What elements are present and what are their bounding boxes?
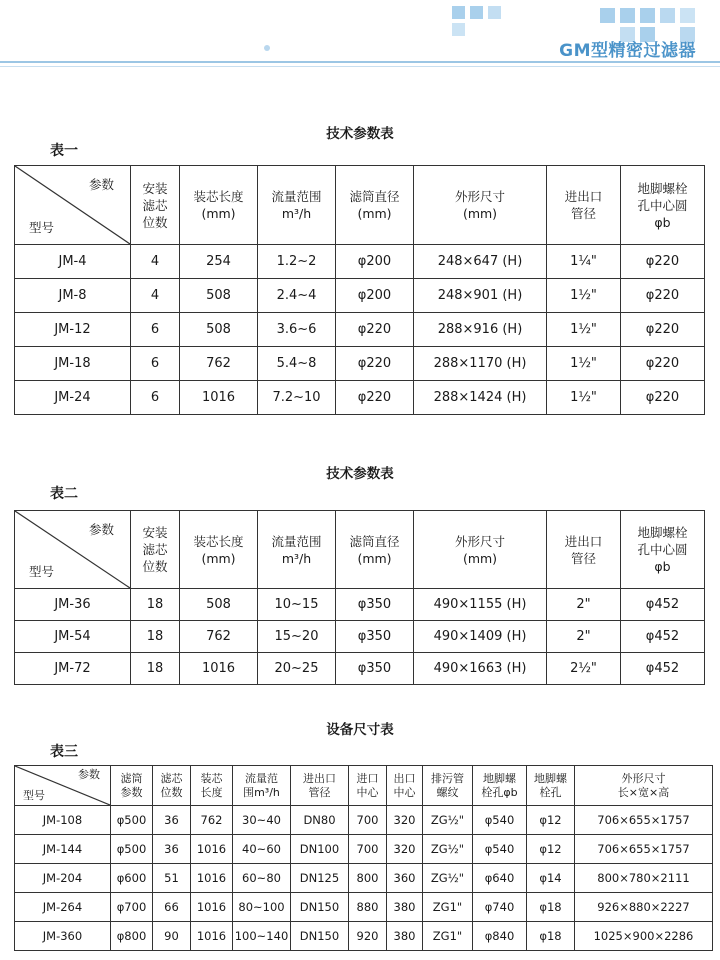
model-cell: JM-144 <box>15 835 111 864</box>
table3-col-header: 滤筒 参数 <box>111 766 153 806</box>
table2-col-header: 地脚螺栓 孔中心圆 φb <box>621 511 705 589</box>
table1-title: 技术参数表 <box>326 126 394 142</box>
table-cell: DN150 <box>291 893 349 922</box>
table-cell: φ220 <box>621 245 705 279</box>
model-cell: JM-264 <box>15 893 111 922</box>
table-cell: 320 <box>387 835 423 864</box>
table-cell: 51 <box>153 864 191 893</box>
model-cell: JM-108 <box>15 806 111 835</box>
table-cell: 36 <box>153 835 191 864</box>
table2 <box>14 510 705 685</box>
table-row <box>15 864 713 893</box>
table-cell: 15~20 <box>258 621 336 653</box>
table-cell: φ452 <box>621 653 705 685</box>
table2-col-header: 安装 滤芯 位数 <box>131 511 180 589</box>
table3-diag-top: 参数 <box>78 768 100 781</box>
table-cell: 800×780×2111 <box>575 864 713 893</box>
table2-col-header: 流量范围 m³/h <box>258 511 336 589</box>
table-cell: 360 <box>387 864 423 893</box>
table-cell: 4 <box>131 245 180 279</box>
table-cell: φ540 <box>473 806 527 835</box>
table-cell: 320 <box>387 806 423 835</box>
table-cell: 1.2~2 <box>258 245 336 279</box>
model-cell: JM-204 <box>15 864 111 893</box>
model-cell: JM-360 <box>15 922 111 951</box>
table-cell: DN125 <box>291 864 349 893</box>
table-cell: 926×880×2227 <box>575 893 713 922</box>
table-row <box>15 922 713 951</box>
table3-col-header: 进出口 管径 <box>291 766 349 806</box>
table-cell: DN100 <box>291 835 349 864</box>
table1-diagonal-header <box>15 166 131 245</box>
table-cell: 18 <box>131 589 180 621</box>
table2-col-header: 滤筒直径 (mm) <box>336 511 414 589</box>
table-cell: 4 <box>131 279 180 313</box>
table-cell: φ14 <box>527 864 575 893</box>
table-cell: 920 <box>349 922 387 951</box>
table-cell: 3.6~6 <box>258 313 336 347</box>
table-row <box>15 313 705 347</box>
table-cell: φ220 <box>621 313 705 347</box>
table-cell: 762 <box>191 806 233 835</box>
table-cell: φ840 <box>473 922 527 951</box>
table-cell: 2.4~4 <box>258 279 336 313</box>
table-cell: 288×1170 (H) <box>414 347 547 381</box>
table1-col-header: 安装 滤芯 位数 <box>131 166 180 245</box>
table1-diag-top: 参数 <box>88 177 114 192</box>
table-cell: 40~60 <box>233 835 291 864</box>
table-cell: 288×1424 (H) <box>414 381 547 415</box>
table-cell: 1016 <box>191 922 233 951</box>
table-cell: 5.4~8 <box>258 347 336 381</box>
table-cell: 248×901 (H) <box>414 279 547 313</box>
table-cell: φ350 <box>336 589 414 621</box>
model-cell: JM-12 <box>15 313 131 347</box>
table-cell: 20~25 <box>258 653 336 685</box>
table-cell: ZG½" <box>423 806 473 835</box>
table-cell: 18 <box>131 653 180 685</box>
table1 <box>14 165 705 415</box>
table-cell: 490×1409 (H) <box>414 621 547 653</box>
table-row <box>15 589 705 621</box>
table1-col-header: 外形尺寸 (mm) <box>414 166 547 245</box>
table-cell: 706×655×1757 <box>575 806 713 835</box>
table-row <box>15 806 713 835</box>
table-cell: 508 <box>180 313 258 347</box>
table-cell: φ220 <box>621 381 705 415</box>
table-cell: φ500 <box>111 835 153 864</box>
model-cell: JM-4 <box>15 245 131 279</box>
table-cell: φ452 <box>621 589 705 621</box>
table-row <box>15 835 713 864</box>
table-cell: 1016 <box>191 835 233 864</box>
table-cell: 508 <box>180 279 258 313</box>
table-cell: φ350 <box>336 621 414 653</box>
table-cell: 254 <box>180 245 258 279</box>
table1-diag-bottom: 型号 <box>29 220 55 235</box>
table-cell: 100~140 <box>233 922 291 951</box>
table-cell: 762 <box>180 347 258 381</box>
model-cell: JM-8 <box>15 279 131 313</box>
table-row <box>15 245 705 279</box>
table-cell: 1½" <box>547 313 621 347</box>
table-cell: 706×655×1757 <box>575 835 713 864</box>
table3-diag-bottom: 型号 <box>23 789 45 802</box>
table-cell: 380 <box>387 893 423 922</box>
table2-col-header: 外形尺寸 (mm) <box>414 511 547 589</box>
table2-diagonal-header <box>15 511 131 589</box>
table-cell: ZG1" <box>423 922 473 951</box>
table-cell: 1016 <box>191 864 233 893</box>
table-cell: φ640 <box>473 864 527 893</box>
table-cell: φ800 <box>111 922 153 951</box>
table-cell: φ452 <box>621 621 705 653</box>
table-cell: 6 <box>131 347 180 381</box>
table-cell: 30~40 <box>233 806 291 835</box>
table-cell: φ200 <box>336 245 414 279</box>
table-cell: 66 <box>153 893 191 922</box>
table-cell: 2" <box>547 621 621 653</box>
table-cell: 762 <box>180 621 258 653</box>
table-cell: φ18 <box>527 922 575 951</box>
table-cell: φ200 <box>336 279 414 313</box>
table-cell: DN150 <box>291 922 349 951</box>
table-cell: 1½" <box>547 347 621 381</box>
table-cell: 700 <box>349 835 387 864</box>
table-cell: 1½" <box>547 279 621 313</box>
table3-col-header: 地脚螺 栓孔φb <box>473 766 527 806</box>
table2-title: 技术参数表 <box>326 466 394 482</box>
table-cell: 80~100 <box>233 893 291 922</box>
table-cell: φ220 <box>336 381 414 415</box>
table3-col-header: 进口 中心 <box>349 766 387 806</box>
table2-col-header: 装芯长度 (mm) <box>180 511 258 589</box>
table-cell: 1016 <box>180 381 258 415</box>
table-cell: 2½" <box>547 653 621 685</box>
table-row <box>15 279 705 313</box>
table-cell: ZG1" <box>423 893 473 922</box>
table-cell: 490×1663 (H) <box>414 653 547 685</box>
model-cell: JM-54 <box>15 621 131 653</box>
table-cell: 508 <box>180 589 258 621</box>
table-cell: 248×647 (H) <box>414 245 547 279</box>
table3-title: 设备尺寸表 <box>326 722 394 738</box>
table3-diagonal-header <box>15 766 111 806</box>
table-cell: 18 <box>131 621 180 653</box>
table-row <box>15 653 705 685</box>
table-cell: 90 <box>153 922 191 951</box>
table1-col-header: 流量范围 m³/h <box>258 166 336 245</box>
table-cell: 1¼" <box>547 245 621 279</box>
table-cell: 1016 <box>180 653 258 685</box>
table-cell: φ600 <box>111 864 153 893</box>
table2-diag-bottom: 型号 <box>29 564 55 579</box>
table-row <box>15 621 705 653</box>
table-cell: 490×1155 (H) <box>414 589 547 621</box>
table-cell: 800 <box>349 864 387 893</box>
table-cell: φ12 <box>527 835 575 864</box>
model-cell: JM-36 <box>15 589 131 621</box>
table-cell: φ500 <box>111 806 153 835</box>
table2-diag-top: 参数 <box>88 522 114 537</box>
brand-title: GM型精密过滤器 <box>559 41 696 61</box>
table-cell: φ350 <box>336 653 414 685</box>
table-cell: 7.2~10 <box>258 381 336 415</box>
table-cell: DN80 <box>291 806 349 835</box>
table-cell: 6 <box>131 313 180 347</box>
table-row <box>15 893 713 922</box>
model-cell: JM-18 <box>15 347 131 381</box>
table-row <box>15 381 705 415</box>
table-cell: 6 <box>131 381 180 415</box>
model-cell: JM-72 <box>15 653 131 685</box>
table-cell: 1016 <box>191 893 233 922</box>
table-cell: φ220 <box>621 347 705 381</box>
table1-col-header: 地脚螺栓 孔中心圆 φb <box>621 166 705 245</box>
table-cell: ZG½" <box>423 835 473 864</box>
table-cell: ZG½" <box>423 864 473 893</box>
table2-col-header: 进出口 管径 <box>547 511 621 589</box>
table3-col-header: 装芯 长度 <box>191 766 233 806</box>
table3-label: 表三 <box>50 744 78 760</box>
table1-col-header: 滤筒直径 (mm) <box>336 166 414 245</box>
table3-col-header: 外形尺寸 长×宽×高 <box>575 766 713 806</box>
table-cell: 10~15 <box>258 589 336 621</box>
table-cell: φ18 <box>527 893 575 922</box>
table-cell: φ700 <box>111 893 153 922</box>
table-cell: 380 <box>387 922 423 951</box>
table3-col-header: 出口 中心 <box>387 766 423 806</box>
table-cell: φ220 <box>336 313 414 347</box>
model-cell: JM-24 <box>15 381 131 415</box>
table2-label: 表二 <box>50 486 78 502</box>
table-cell: 60~80 <box>233 864 291 893</box>
table-cell: φ540 <box>473 835 527 864</box>
table-cell: φ220 <box>336 347 414 381</box>
table3-col-header: 排污管 螺纹 <box>423 766 473 806</box>
table-cell: 2" <box>547 589 621 621</box>
table3 <box>14 765 713 951</box>
table1-col-header: 进出口 管径 <box>547 166 621 245</box>
table-cell: 288×916 (H) <box>414 313 547 347</box>
table1-label: 表一 <box>50 143 78 159</box>
table-cell: 1½" <box>547 381 621 415</box>
table3-col-header: 流量范 围m³/h <box>233 766 291 806</box>
table-row <box>15 347 705 381</box>
table-cell: 700 <box>349 806 387 835</box>
table1-col-header: 装芯长度 (mm) <box>180 166 258 245</box>
table-cell: φ12 <box>527 806 575 835</box>
table3-col-header: 地脚螺 栓孔 <box>527 766 575 806</box>
table-cell: φ740 <box>473 893 527 922</box>
table-cell: 1025×900×2286 <box>575 922 713 951</box>
table-cell: φ220 <box>621 279 705 313</box>
table3-col-header: 滤芯 位数 <box>153 766 191 806</box>
table-cell: 36 <box>153 806 191 835</box>
table-cell: 880 <box>349 893 387 922</box>
